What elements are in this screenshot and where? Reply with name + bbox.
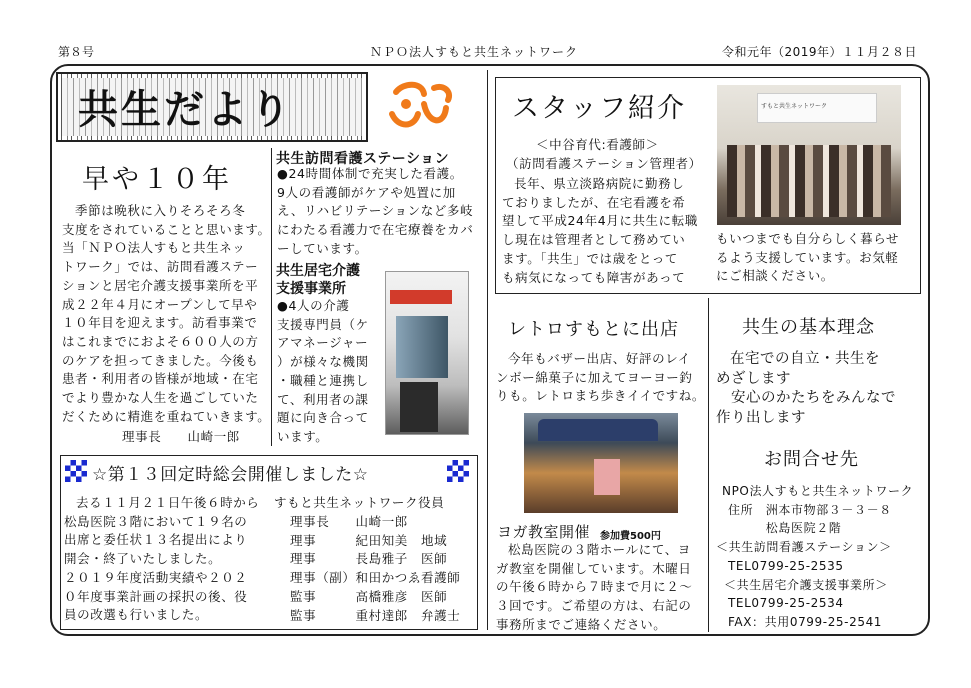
bazaar-photo	[524, 413, 678, 513]
officer-row: 理事（副）和田かつゑ看護師	[290, 570, 461, 586]
officers-title: すもと共生ネットワーク役員	[274, 495, 445, 510]
yoga-title: ヨガ教室開催	[497, 523, 591, 541]
staff-role: （訪問看護ステーション管理者）	[506, 156, 702, 171]
officer-row: 監事 重村達郎 弁護士	[290, 607, 461, 623]
article4-title: ☆第１３回定時総会開催しました☆	[92, 465, 369, 485]
logo-mark-icon	[374, 74, 474, 142]
staff-title: スタッフ紹介	[512, 93, 686, 124]
article3-body: ●4人の介護 支援専門員（ケ アマネージャー ）が様々な機関 ・職種と連携し て、利用者の課 題に向き合って います。	[277, 298, 369, 444]
officer-row: 理事 長島雅子 医師	[290, 551, 448, 567]
contact-org: NPO法人すもと共生ネットワーク	[722, 484, 914, 498]
article2-body: ●24時間体制で充実した看護。 9人の看護師がケアや処置に加 え、リハビリテーションなど多岐 にわたる看護力で在宅療養をカバ ーしています。	[277, 166, 474, 256]
divider-left	[271, 148, 272, 446]
article1-title: 早や１０年	[82, 164, 232, 195]
checker-left-icon	[65, 460, 87, 482]
photo-banner-text: すもと共生ネットワーク	[761, 103, 828, 110]
yoga-body: 松島医院の３階ホールにて、ヨ ガ教室を開催しています。木曜日 の午後６時から７時まで月に２～ ３回です。ご希望の方は、右記の 事務所までご連絡ください。	[496, 542, 693, 632]
officer-row: 理事長 山崎一郎	[290, 514, 408, 529]
philosophy-title: 共生の基本理念	[742, 317, 875, 338]
article1-signature: 理事長 山崎一郎	[122, 429, 240, 444]
article3-title-line2: 支援事業所	[276, 281, 346, 297]
article4-body: 去る１１月２１日午後６時から 松島医院３階において１９名の 出席と委任状１３名提出により 開会・終了いたしました。 ２０１９年度活動実績や２０２ ０年度事業計画の採択の後、役 員の改選も行いました。	[64, 495, 260, 623]
contact-title: お問合せ先	[764, 449, 859, 470]
philosophy-body: 在宅での自立・共生を めざします 安心のかたちをみんなで 作り出します	[716, 351, 896, 426]
logo	[374, 74, 474, 142]
contact-station-tel: TEL0799-25-2535	[728, 558, 844, 573]
contact-fax: FAX：共用0799-25-2541	[728, 614, 883, 629]
article2-title: 共生訪問看護ステーション	[276, 151, 450, 167]
divider-right	[708, 298, 709, 632]
contact-station: ＜共生訪問看護ステーション＞	[716, 540, 892, 555]
officer-row: 理事 紀田知美 地域	[290, 532, 448, 548]
yoga-fee: 参加費500円	[600, 531, 661, 542]
divider-center	[487, 70, 488, 630]
staff-name: ＜中谷育代:看護師＞	[536, 137, 659, 152]
org-name: ＮＰＯ法人すもと共生ネットワーク	[370, 45, 579, 59]
contact-lines	[716, 482, 913, 632]
retro-body: 今年もバザー出店、好評のレイ ンボー綿菓子に加えてヨーヨー釣 りも。レトロまち歩きイイですね。	[496, 351, 705, 404]
staff-group-photo	[717, 85, 901, 225]
officers-list	[290, 513, 460, 625]
newsletter-title-box	[56, 72, 368, 142]
contact-address: 住所 洲本市物部３－３－８	[728, 502, 892, 517]
staff-body-left: 長年、県立淡路病院に勤務し ておりましたが、在宅看護を希 望して平成24年4月に共生に転職 し現在は管理者として務めてい ます。「共生」では歳をとって も病気になっても障害があって	[502, 176, 698, 285]
office-building-photo	[385, 271, 469, 435]
article3-title-line1: 共生居宅介護	[276, 263, 360, 279]
checker-right-icon	[447, 460, 469, 482]
issue-number: 第８号	[58, 45, 95, 59]
article1-body: 季節は晩秋に入りそろそろ冬 支度をされていることと思います。 当「ＮＰＯ法人すもと共生ネッ トワーク」では、訪問看護ステー ションと居宅介護支援事業所を平 成２２年４月にオープンして早や １０年目を迎えます。訪看事業で はこれまでにおよそ６００人の方 のケアを担ってきました。今後も 患者・利用者の皆様が地域・在宅 でより豊かな人生を過ごしていた だくために精進を重ねていきます。	[62, 203, 271, 424]
retro-title: レトロすもとに出店	[508, 319, 679, 340]
contact-office: ＜共生居宅介護支援事業所＞	[724, 577, 888, 592]
staff-body-right: もいつまでも自分らしく暮らせ るよう支援しています。お気軽 にご相談ください。	[716, 231, 900, 284]
issue-date: 令和元年（2019年）１１月２８日	[722, 45, 918, 59]
contact-office-tel: TEL0799-25-2534	[728, 596, 844, 611]
newsletter-title: 共生だより	[78, 86, 293, 133]
officer-row: 監事 高橋雅彦 医師	[290, 588, 448, 604]
contact-address-2: 松島医院２階	[728, 521, 842, 536]
